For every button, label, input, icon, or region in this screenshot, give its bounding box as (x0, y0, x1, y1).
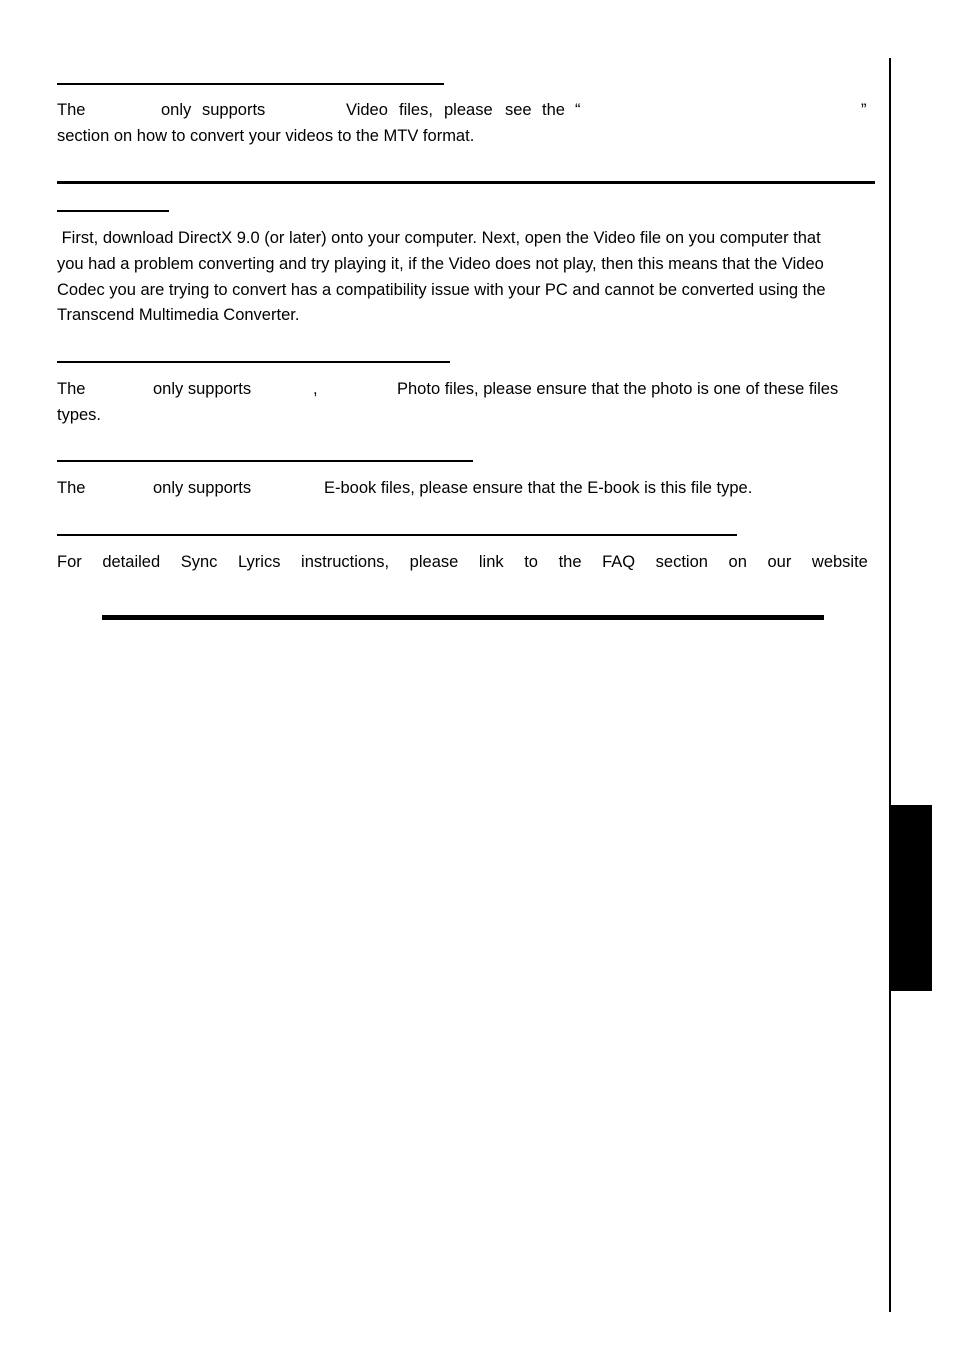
heading-underline-photo (57, 361, 450, 363)
word: The (57, 479, 86, 497)
comma: , (313, 380, 318, 398)
photo-paragraph-line-1 (57, 376, 868, 402)
photo-paragraph-line-2: types. (57, 406, 102, 424)
word: the (542, 101, 565, 119)
word: please (444, 101, 493, 119)
convert-paragraph-line-1: First, download DirectX 9.0 (or later) onto your computer. Next, open the Video file on you computer that (57, 229, 821, 247)
heading-underline-ebook (57, 460, 473, 462)
word: The (57, 380, 86, 398)
chapter-tab-marker (891, 805, 932, 991)
sync-lyrics-paragraph-line-1 (57, 549, 868, 575)
convert-paragraph-line-3: Codec you are trying to convert has a compatibility issue with your PC and cannot be converted using the (57, 281, 826, 299)
heading-underline-convert (57, 210, 169, 212)
word: For (57, 553, 82, 571)
close-quote: ” (861, 101, 867, 119)
word: only (161, 101, 192, 119)
video-paragraph-line-1 (57, 97, 868, 123)
word: files, (399, 101, 433, 119)
convert-paragraph-line-4: Transcend Multimedia Converter. (57, 306, 300, 324)
word: detailed (102, 553, 161, 571)
word: section (655, 553, 708, 571)
video-paragraph-line-2: section on how to convert your videos to the MTV format. (57, 127, 475, 145)
heading-underline-sync-lyrics (57, 534, 737, 536)
ebook-paragraph-line-1 (57, 475, 868, 501)
word: Lyrics (237, 553, 281, 571)
word: to (524, 553, 538, 571)
section-end-divider (102, 615, 824, 620)
word: instructions, (301, 553, 390, 571)
word: The (57, 101, 86, 119)
word: Sync (180, 553, 218, 571)
word: website (811, 553, 868, 571)
heading-underline-video (57, 83, 444, 85)
word: the (558, 553, 582, 571)
phrase: only supports (153, 479, 252, 497)
open-quote: “ (575, 101, 581, 119)
word: supports (202, 101, 266, 119)
word: link (478, 553, 504, 571)
phrase: E-book files, please ensure that the E-book is this file type. (324, 479, 753, 497)
phrase: only supports (153, 380, 252, 398)
word: please (409, 553, 459, 571)
page-margin-line (889, 58, 891, 1312)
section-divider (57, 181, 875, 184)
word: on (728, 553, 747, 571)
convert-paragraph-line-2: you had a problem converting and try playing it, if the Video does not play, then this means that the Video (57, 255, 824, 273)
word: FAQ (602, 553, 636, 571)
phrase: Photo files, please ensure that the photo is one of these files (397, 380, 839, 398)
word: see (505, 101, 532, 119)
word: our (767, 553, 792, 571)
word: Video (346, 101, 388, 119)
